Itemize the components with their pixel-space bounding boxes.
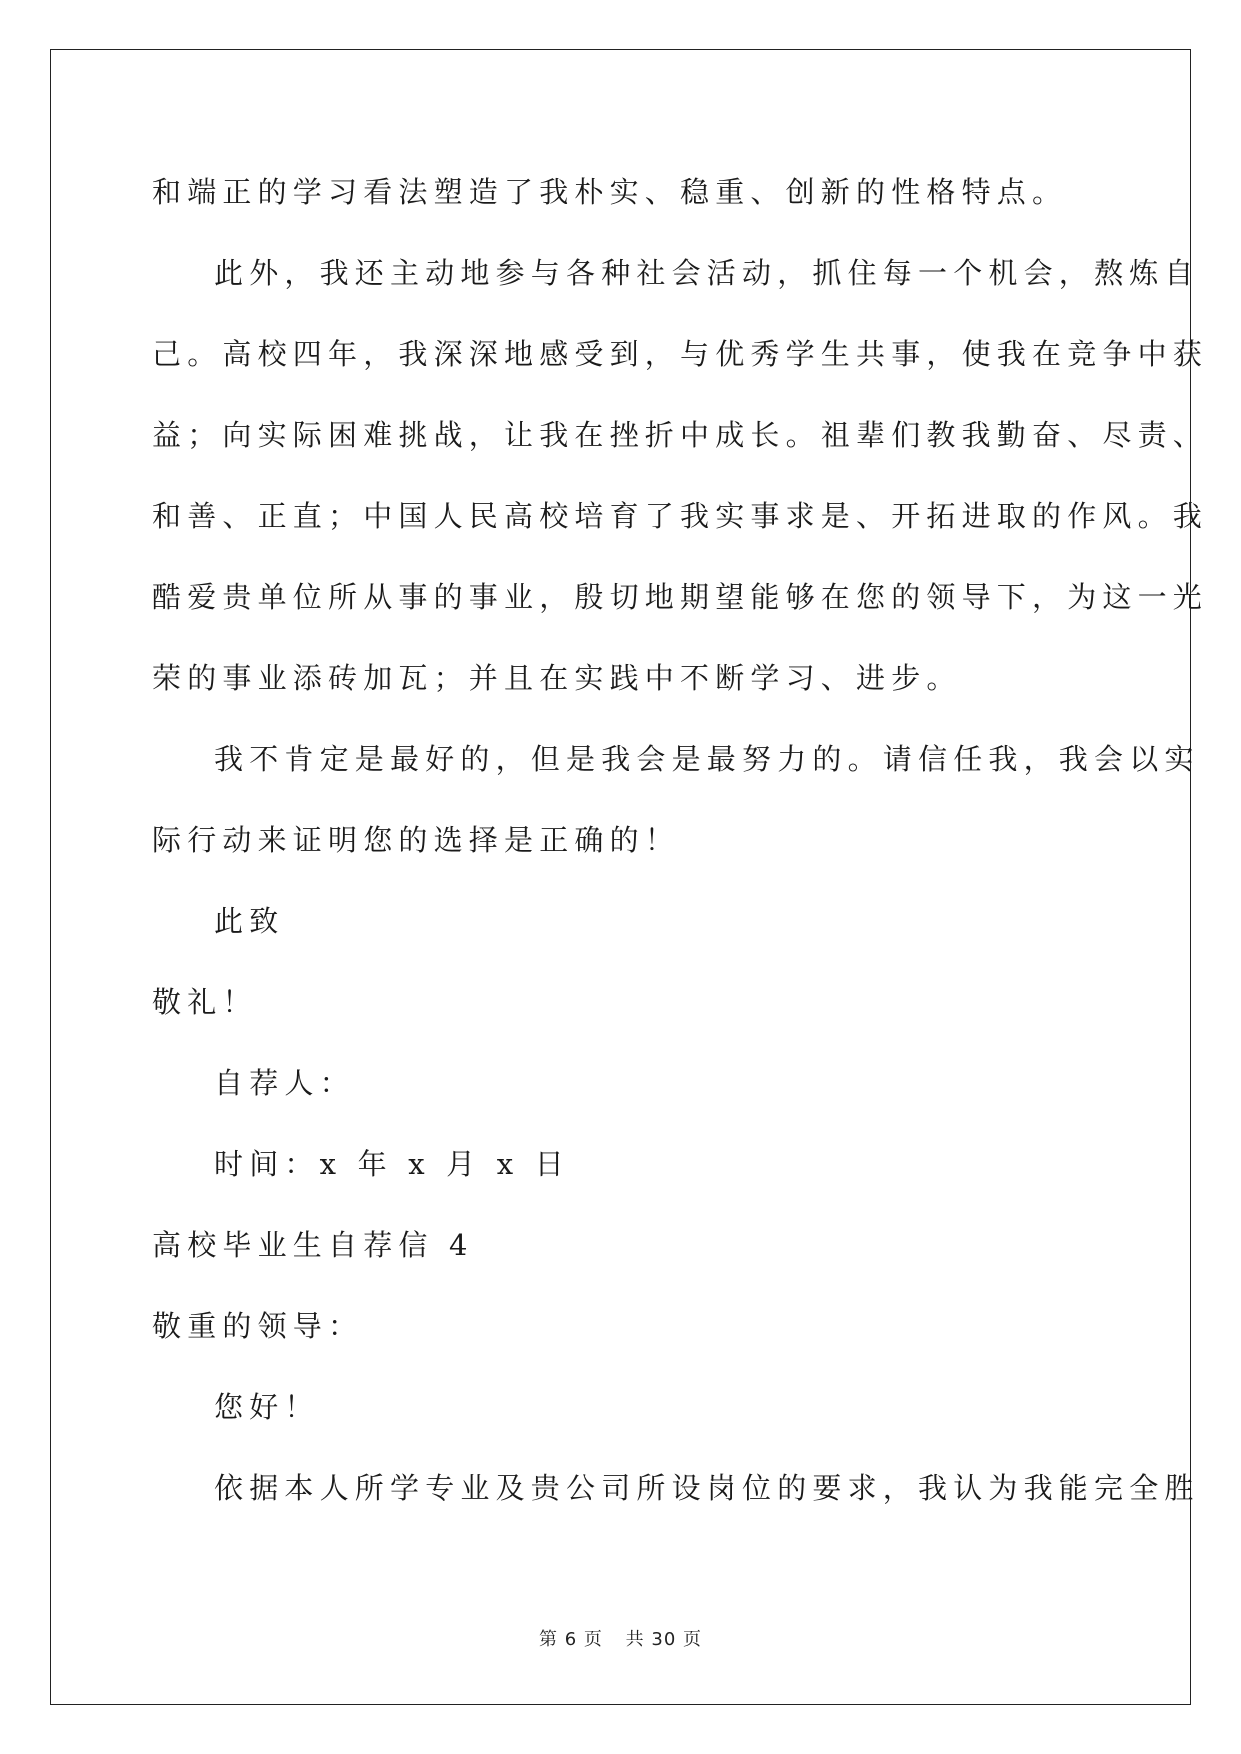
closing-regards: 敬礼！ — [152, 985, 258, 1019]
body-line-2: 此外，我还主动地参与各种社会活动，抓住每一个机会，熬炼自 — [214, 256, 1200, 290]
body-line-4: 益；向实际困难挑战，让我在挫折中成长。祖辈们教我勤奋、尽责、 — [152, 418, 1209, 452]
body-line-9: 际行动来证明您的选择是正确的！ — [152, 823, 681, 857]
section-title: 高校毕业生自荐信 4 — [152, 1228, 474, 1262]
page-total: 共 30 页 — [625, 1629, 702, 1650]
page-border — [50, 49, 1191, 1705]
body-line-3: 己。高校四年，我深深地感受到，与优秀学生共事，使我在竞争中获 — [152, 337, 1209, 371]
greeting-recipient: 敬重的领导： — [152, 1309, 364, 1343]
body-line-6: 酷爱贵单位所从事的事业，殷切地期望能够在您的领导下，为这一光 — [152, 580, 1209, 614]
date-line: 时间：x 年 x 月 x 日 — [214, 1147, 570, 1181]
signature-label: 自荐人： — [214, 1066, 355, 1100]
page-number: 第 6 页 — [539, 1629, 603, 1650]
body-line-final: 依据本人所学专业及贵公司所设岗位的要求，我认为我能完全胜 — [214, 1471, 1200, 1505]
closing-salutation: 此致 — [214, 904, 285, 938]
body-line-5: 和善、正直；中国人民高校培育了我实事求是、开拓进取的作风。我 — [152, 499, 1209, 533]
body-line-8: 我不肯定是最好的，但是我会是最努力的。请信任我，我会以实 — [214, 742, 1200, 776]
greeting-hello: 您好！ — [214, 1390, 320, 1424]
page-footer — [0, 1625, 1241, 1651]
body-line-7: 荣的事业添砖加瓦；并且在实践中不断学习、进步。 — [152, 661, 962, 695]
body-line-1: 和端正的学习看法塑造了我朴实、稳重、创新的性格特点。 — [152, 175, 1068, 209]
